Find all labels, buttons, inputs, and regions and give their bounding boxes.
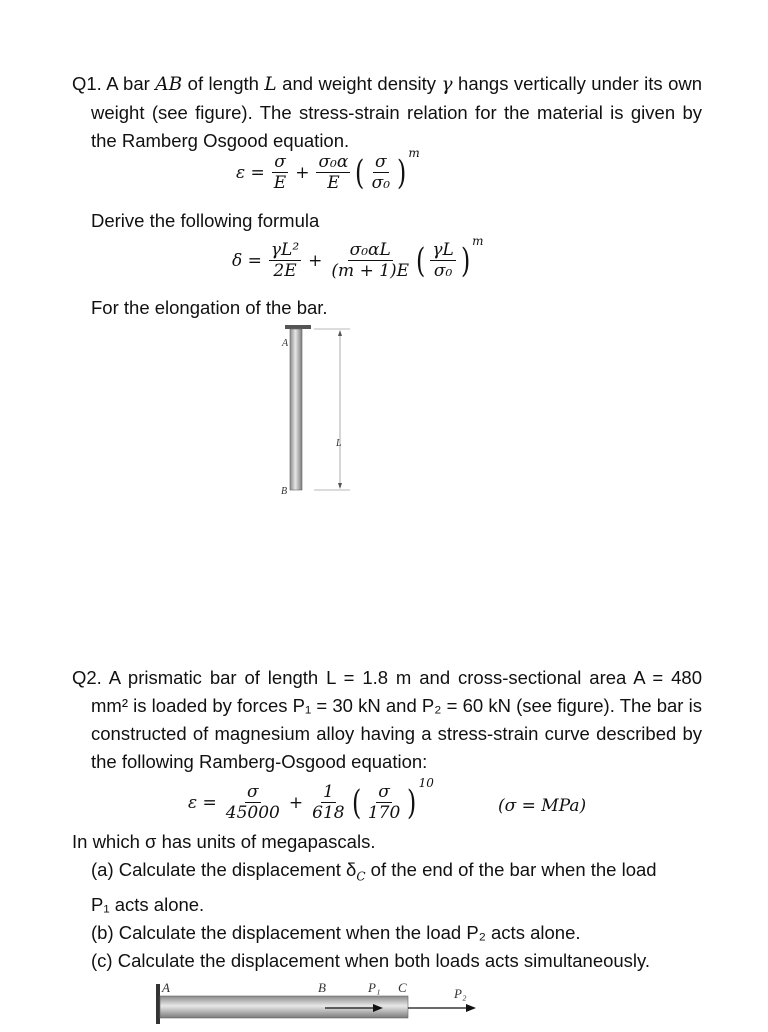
eq1-lhs: ε = (236, 162, 265, 183)
q2-eq-units-text: (σ = MPa) (498, 796, 587, 816)
eq1-right-paren: ) (397, 152, 407, 193)
eq1-plus: + (295, 162, 310, 183)
eq1-left-paren: ( (355, 152, 365, 193)
q1-for-elongation-text: For the elongation of the bar. (91, 297, 328, 318)
eq2-right-paren: ) (460, 240, 471, 281)
eq2-frac-3 (430, 240, 455, 281)
q2-eq-f1-den: 45000 (225, 803, 280, 823)
q1-for-elongation (72, 294, 702, 322)
q2-eq-f3-den: 170 (367, 803, 401, 823)
eq1-f2-den: E (327, 173, 340, 193)
q2-wall (156, 984, 160, 1024)
q1-text-b: of length (182, 73, 265, 94)
q2-eq-frac-1 (224, 782, 282, 823)
q1-label-l: L (336, 438, 342, 449)
q2-line-4: described by the following Ramberg-Osgood equation: (91, 723, 703, 772)
q2-part-a (72, 856, 702, 891)
q2-label-p2: P₂ (454, 986, 467, 1001)
eq1-frac-2 (316, 152, 350, 193)
eq2-f1-num: γL² (270, 240, 300, 260)
eq2-f3-num: γL (432, 240, 454, 260)
eq1-frac-3 (370, 152, 392, 193)
q2-label-c: C (398, 980, 407, 995)
q2-part-a-cont: P₁ acts alone. (91, 893, 205, 915)
q2-parts (72, 828, 702, 975)
q1-elongation-formula (228, 233, 484, 281)
eq2-f2-den: (m + 1)E (331, 261, 410, 281)
q2-label-p1: P₁ (368, 980, 381, 995)
eq2-exponent: m (472, 233, 484, 248)
q2-eq-units (498, 792, 586, 820)
q1-text-a: Q1. A bar (72, 73, 156, 94)
eq1-f3-num: σ (375, 152, 387, 172)
q1-length-symbol: L (264, 74, 277, 95)
q1-ramberg-osgood-equation (232, 145, 420, 193)
q1-line-2: own weight (see figure). The stress-strain relation for the material is (91, 73, 703, 123)
q1-derive (72, 207, 702, 235)
q2-label-a: A (162, 980, 170, 995)
eq2-plus: + (308, 250, 323, 271)
eq2-frac-1 (269, 240, 301, 281)
q2-in-which: In which σ has units of megapascals. (72, 831, 376, 852)
q1-hanging-bar-figure (270, 322, 370, 497)
q1-text-d: hangs vertically under its (452, 73, 663, 94)
q2-eq-frac-3 (366, 782, 402, 823)
q2-eq-right-paren: ) (407, 782, 417, 823)
eq1-f3-den: σ₀ (371, 173, 391, 193)
eq2-lhs: δ = (232, 250, 262, 271)
q1-label-b: B (281, 486, 288, 497)
q1-bar (290, 329, 302, 490)
q2-p2-arrowhead (466, 1004, 476, 1012)
q2-line-1: Q2. A prismatic bar of length L = 1.8 m and cross-sectional area A = (72, 667, 664, 688)
q2-bar-figure (150, 970, 510, 1024)
q2-intro (72, 664, 702, 776)
eq2-left-paren: ( (416, 240, 426, 281)
q2-eq-f1-num: σ (247, 782, 259, 802)
q2-eq-f3-num: σ (378, 782, 390, 802)
q2-label-b: B (318, 980, 326, 995)
q2-part-a-sub: C (356, 869, 366, 884)
eq2-f2-num: σ₀αL (349, 240, 391, 260)
eq1-frac-1 (272, 152, 288, 193)
q2-eq-left-paren: ( (351, 782, 361, 823)
q1-line-3: given by the Ramberg Osgood equation. (91, 102, 702, 151)
q1-intro (72, 70, 702, 155)
q1-text-c: and weight density (276, 73, 442, 94)
q2-eq-frac-2 (310, 782, 346, 823)
q2-line-2: 480 mm² is loaded by forces P₁ = 30 kN and P₂ = 60 kN (see figure). (91, 667, 703, 716)
question-2 (72, 664, 702, 776)
q2-eq-f2-den: 618 (312, 803, 345, 823)
q1-dim-arrow-top (338, 330, 342, 336)
q2-eq-f2-num: 1 (322, 782, 334, 802)
q2-line-3: The bar is constructed of magnesium alloy having a stress-strain curve (91, 695, 702, 744)
q2-part-c: (c) Calculate the displacement when both loads acts simultaneously. (91, 949, 651, 971)
q2-eq-exponent: 10 (418, 775, 434, 790)
q1-gamma-symbol: γ (441, 74, 453, 95)
eq1-f2-num: σ₀α (318, 152, 349, 172)
eq2-f1-den: 2E (273, 261, 297, 281)
q1-bar-ab: AB (155, 74, 183, 95)
eq1-exponent: m (408, 145, 420, 160)
q2-ramberg-osgood-equation (184, 775, 434, 823)
q2-part-b: (b) Calculate the displacement when the load P₂ acts alone. (91, 921, 581, 943)
q1-label-a: A (282, 338, 289, 349)
q2-part-a-text: (a) Calculate the displacement δ (91, 859, 357, 880)
q2-eq-plus: + (288, 792, 304, 813)
question-1 (72, 70, 702, 155)
q1-dim-arrow-bottom (338, 483, 342, 489)
q2-part-a-text-2: of the end of the bar when the load (365, 859, 657, 880)
q1-support (285, 325, 311, 329)
eq1-f1-num: σ (274, 152, 286, 172)
q1-derive-text: Derive the following formula (91, 210, 320, 231)
eq2-f3-den: σ₀ (433, 261, 453, 281)
eq2-frac-2 (329, 240, 411, 281)
q2-eq-lhs: ε = (188, 792, 217, 813)
eq1-f1-den: E (273, 173, 287, 193)
